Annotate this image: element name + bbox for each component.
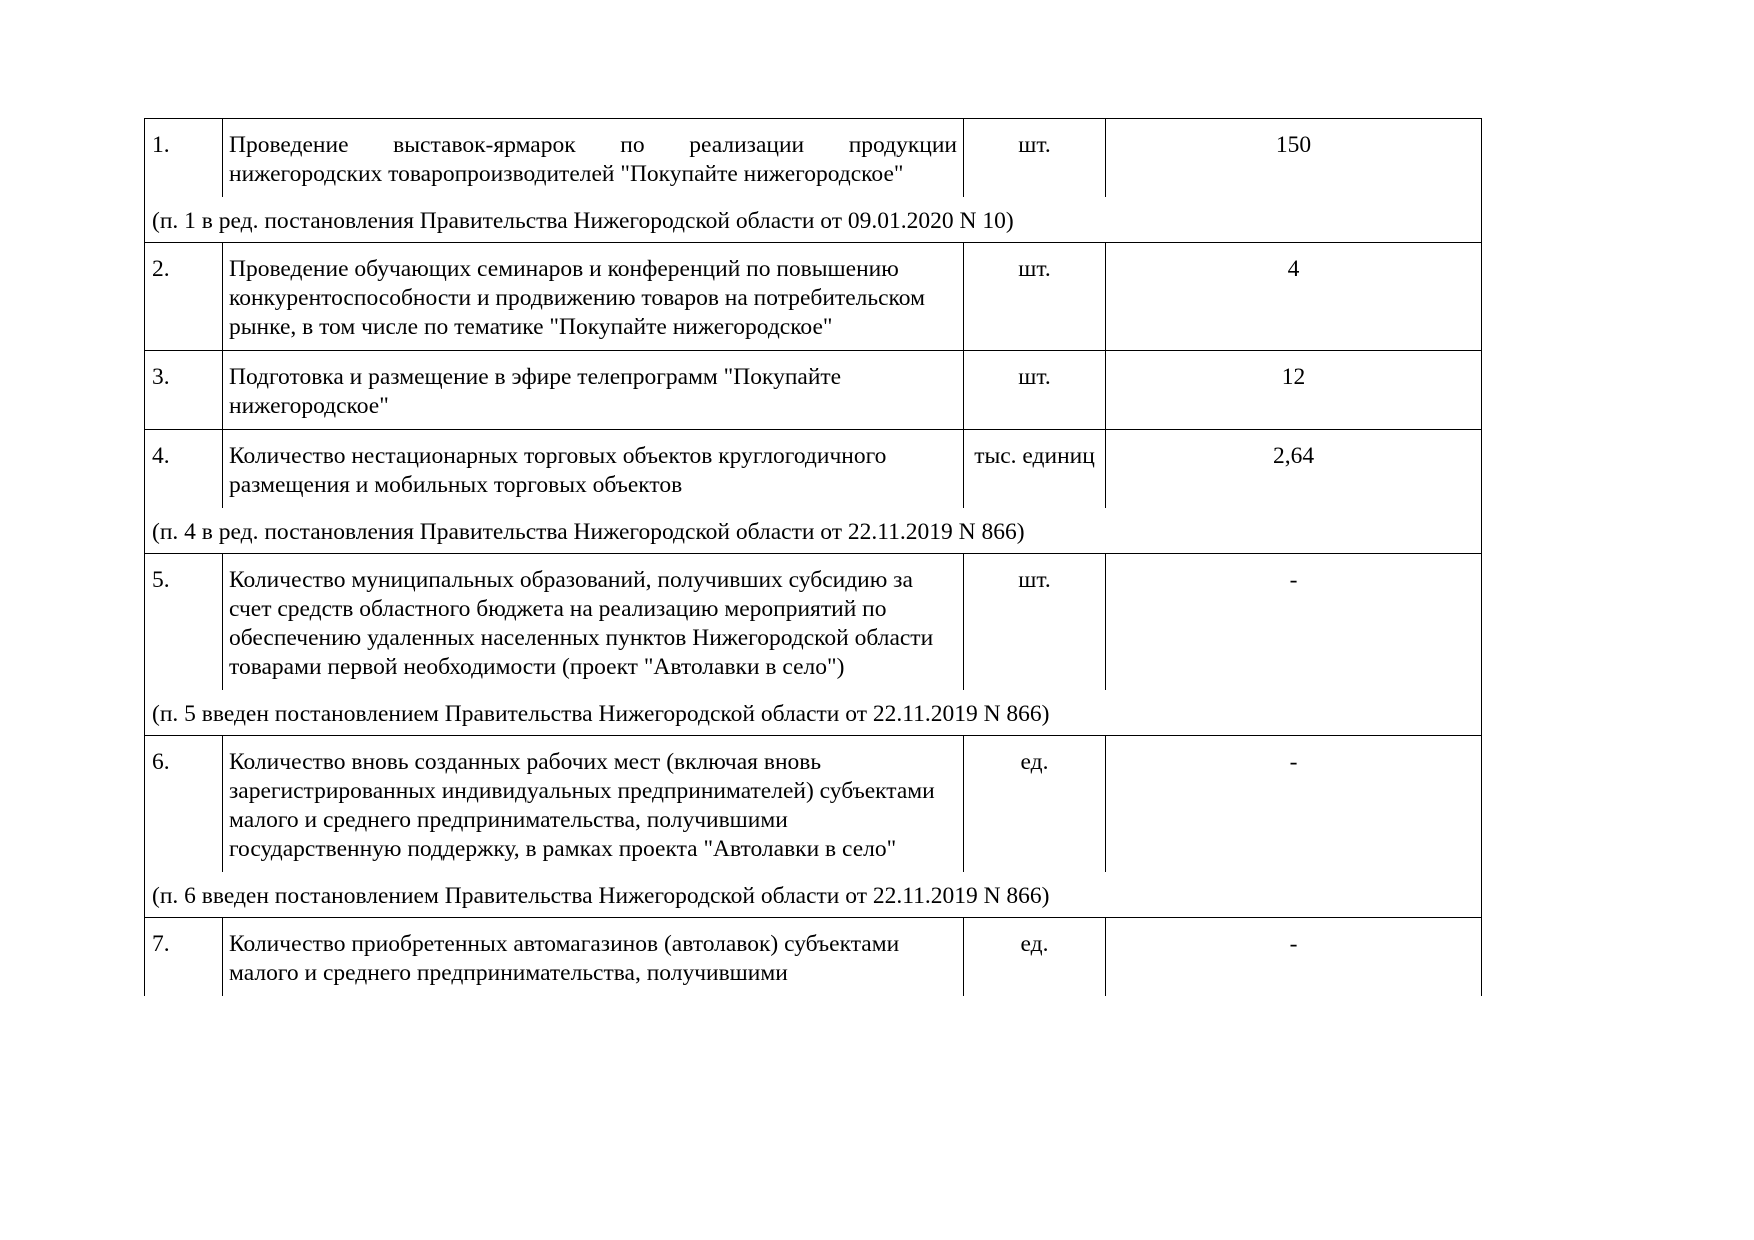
- row-number: 3.: [145, 351, 223, 429]
- table-row: [144, 242, 1482, 350]
- unit-of-measure: ед.: [964, 736, 1106, 872]
- unit-of-measure: тыс. единиц: [964, 430, 1106, 508]
- amendment-note: (п. 4 в ред. постановления Правительства Нижегородской области от 22.11.2019 N 866): [152, 519, 1025, 545]
- amendment-note: (п. 6 введен постановлением Правительства Нижегородской области от 22.11.2019 N 866): [152, 883, 1050, 909]
- indicator-value: 150: [1275, 132, 1312, 158]
- unit-of-measure: шт.: [964, 351, 1106, 429]
- table-row: [144, 118, 1482, 242]
- indicator-value: 12: [1281, 364, 1306, 390]
- unit-of-measure: шт.: [964, 554, 1106, 690]
- row-number: 6.: [145, 736, 223, 872]
- amendment-note: (п. 1 в ред. постановления Правительства Нижегородской области от 09.01.2020 N 10): [152, 208, 1014, 234]
- indicator-name: Количество нестационарных торговых объектов круглогодичного размещения и мобильных торговых объектов: [223, 430, 964, 508]
- unit-of-measure: шт.: [964, 243, 1106, 350]
- indicator-name: Количество приобретенных автомагазинов (автолавок) субъектами малого и среднего предпринимательства, получившими: [223, 918, 964, 996]
- indicator-name: Количество вновь созданных рабочих мест (включая вновь зарегистрированных индивидуальных предпринимателей) субъектами малого и среднего предпринимательства, получившими государственную поддержку, в рамках проекта "Автолавки в село": [223, 736, 964, 872]
- indicator-name: Проведение обучающих семинаров и конференций по повышению конкурентоспособности и продвижению товаров на потребительском рынке, в том числе по тематике "Покупайте нижегородское": [223, 243, 964, 350]
- indicator-value: -: [1289, 567, 1298, 593]
- indicator-name: Подготовка и размещение в эфире телепрограмм "Покупайте нижегородское": [223, 351, 964, 429]
- indicator-name: Проведение выставок-ярмарок по реализации продукции нижегородских товаропроизводителей "Покупайте нижегородское": [223, 119, 964, 197]
- indicator-value: 4: [1287, 256, 1300, 282]
- row-number: 5.: [145, 554, 223, 690]
- row-number: 4.: [145, 430, 223, 508]
- row-number: 1.: [145, 119, 223, 197]
- table-row: [144, 553, 1482, 735]
- unit-of-measure: ед.: [964, 918, 1106, 996]
- row-number: 7.: [145, 918, 223, 996]
- unit-of-measure: шт.: [964, 119, 1106, 197]
- amendment-note: (п. 5 введен постановлением Правительства Нижегородской области от 22.11.2019 N 866): [152, 701, 1050, 727]
- indicator-value: -: [1289, 749, 1298, 775]
- table-row: [144, 917, 1482, 996]
- table-row: [144, 735, 1482, 917]
- indicator-value: -: [1289, 931, 1298, 957]
- table-row: [144, 429, 1482, 553]
- row-number: 2.: [145, 243, 223, 350]
- indicator-name: Количество муниципальных образований, получивших субсидию за счет средств областного бюджета на реализацию мероприятий по обеспечению удаленных населенных пунктов Нижегородской области товарами первой необходимости (проект "Автолавки в село"): [223, 554, 964, 690]
- indicators-table: [144, 118, 1482, 996]
- indicator-value: 2,64: [1272, 443, 1315, 469]
- table-row: [144, 350, 1482, 429]
